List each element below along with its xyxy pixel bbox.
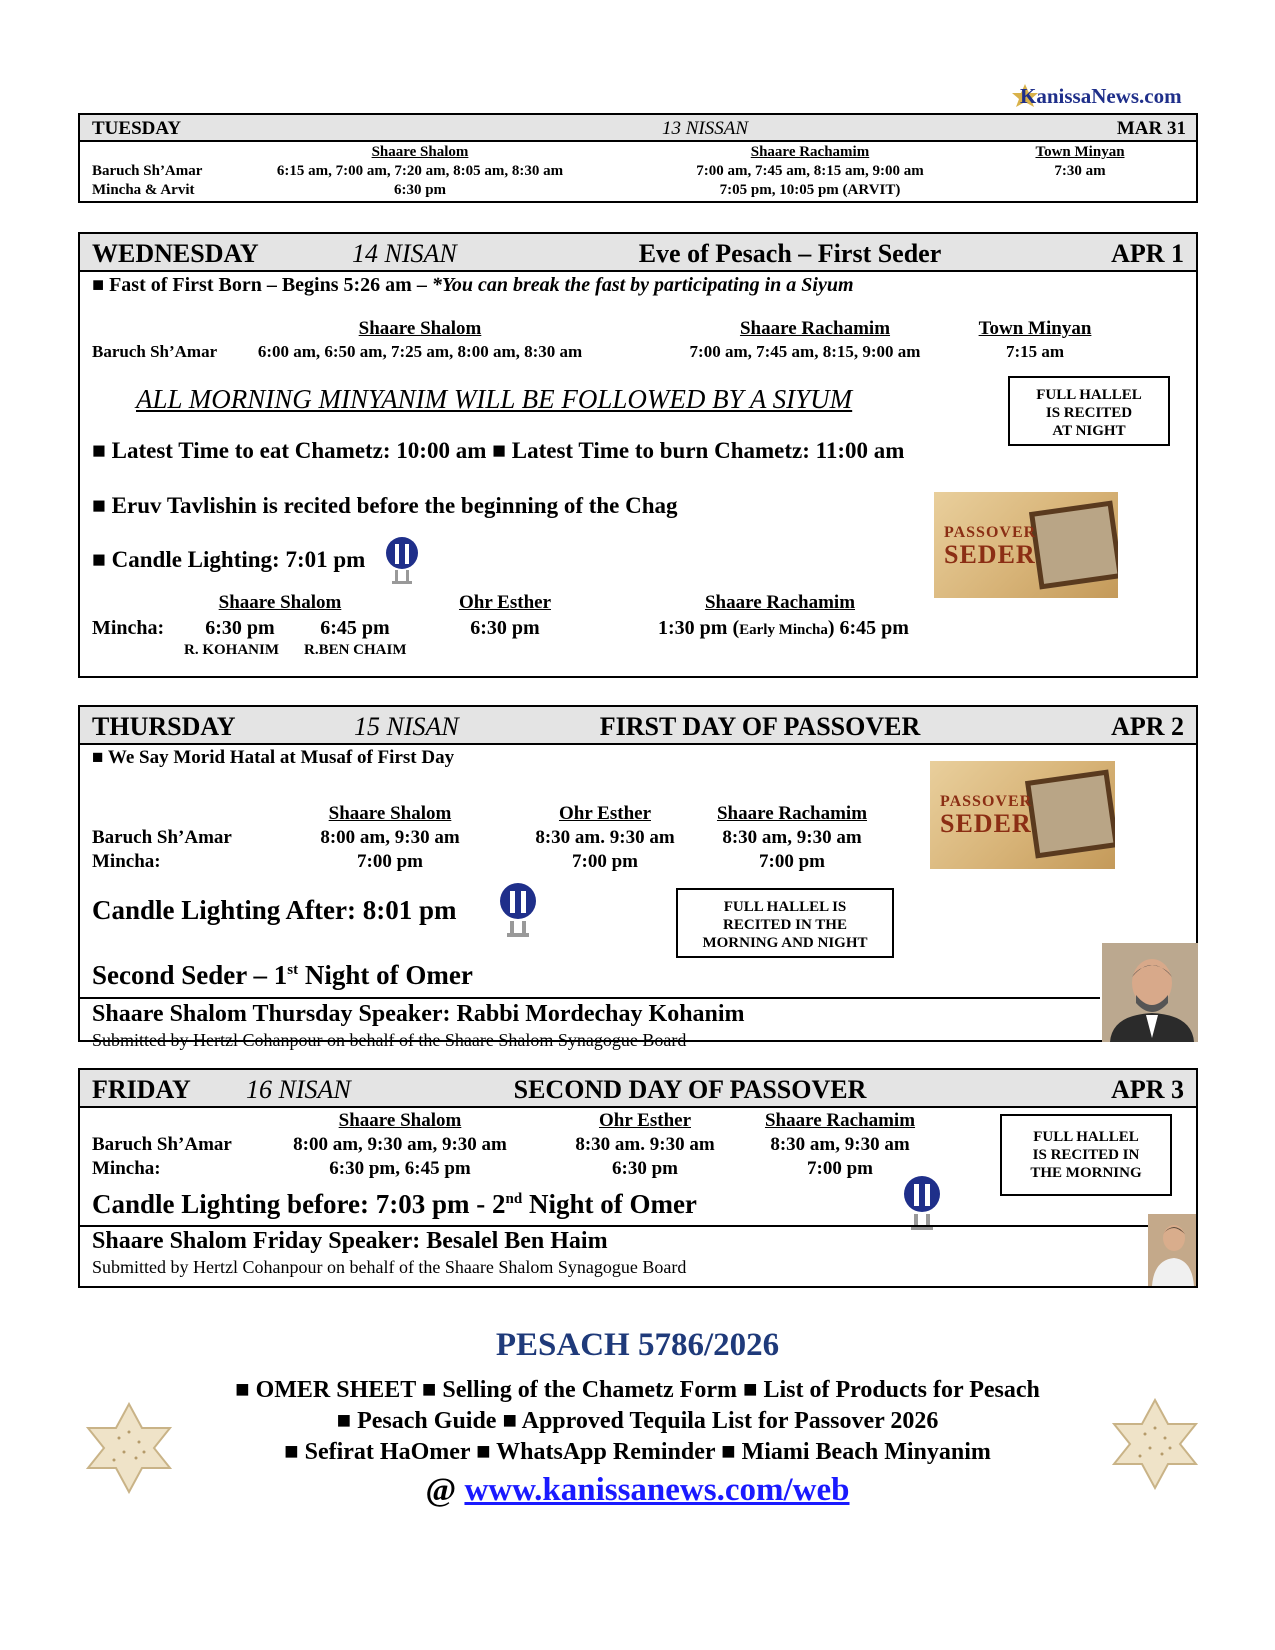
- time-value: 6:30 pm: [205, 617, 275, 639]
- wednesday-section: [78, 232, 1198, 678]
- col-shaare-shalom: Shaare Shalom: [371, 144, 469, 160]
- candle-lighting: Candle Lighting After: 8:01 pm: [92, 895, 457, 925]
- footer-links-line: ■ Sefirat HaOmer ■ WhatsApp Reminder ■ Miami Beach Minyanim: [284, 1439, 991, 1465]
- candle-lighting: [92, 1189, 697, 1220]
- hebrew-date: 15 NISAN: [354, 712, 459, 741]
- col-ohr-esther: Ohr Esther: [598, 1110, 691, 1131]
- footer-links-line: ■ OMER SHEET ■ Selling of the Chametz Form ■ List of Products for Pesach: [235, 1377, 1040, 1403]
- speaker-divider: [80, 997, 1100, 999]
- hallel-line: FULL HALLEL: [1033, 1129, 1139, 1145]
- civil-date: MAR 31: [1116, 118, 1186, 139]
- hallel-notice: [1008, 376, 1170, 446]
- candle-lighting: ■ Candle Lighting: 7:01 pm: [92, 547, 366, 572]
- row-label: Baruch Sh’Amar: [92, 1134, 232, 1155]
- col-shaare-rachamim: Shaare Rachamim: [764, 1110, 916, 1131]
- second-seder-note: [92, 960, 473, 991]
- time-value: 7:15 am: [1005, 342, 1065, 361]
- col-shaare-rachamim: Shaare Rachamim: [750, 144, 870, 160]
- submitted-by: Submitted by Hertzl Cohanpour on behalf of the Shaare Shalom Synagogue Board: [92, 1030, 687, 1050]
- eruv-note: ■ Eruv Tavlishin is recited before the beginning of the Chag: [92, 493, 678, 518]
- civil-date: APR 1: [1111, 239, 1184, 268]
- time-value: 7:00 am, 7:45 am, 8:15 am, 9:00 am: [696, 163, 924, 179]
- row-label: Mincha & Arvit: [92, 182, 195, 198]
- hebrew-date: 16 NISAN: [246, 1075, 351, 1104]
- time-value: 6:45 pm: [320, 617, 390, 639]
- footer-title: PESACH 5786/2026: [495, 1327, 780, 1363]
- col-shaare-rachamim: Shaare Rachamim: [716, 803, 868, 824]
- hallel-line: THE MORNING: [1030, 1165, 1142, 1181]
- col-shaare-shalom: Shaare Shalom: [328, 803, 452, 824]
- chametz-times: ■ Latest Time to eat Chametz: 10:00 am ■ Latest Time to burn Chametz: 11:00 am: [92, 438, 905, 463]
- seder-text: SEDER: [944, 540, 1036, 569]
- time-value: 7:00 pm: [572, 851, 638, 872]
- passover-seder-image: [934, 492, 1118, 598]
- candles-icon: [498, 883, 538, 939]
- hebrew-date: 13 NISSAN: [661, 118, 749, 139]
- time-value: 6:30 pm: [393, 182, 447, 198]
- passover-seder-image: [930, 761, 1115, 869]
- matzah-star-icon: [1110, 1398, 1200, 1490]
- day-name: FRIDAY: [92, 1075, 191, 1104]
- hallel-line: RECITED IN THE: [723, 917, 847, 933]
- hallel-line: FULL HALLEL: [1036, 387, 1142, 403]
- day-name: TUESDAY: [92, 118, 182, 139]
- logo-text: KanissaNews.com: [1020, 84, 1182, 108]
- speaker-title: Shaare Shalom Friday Speaker: Besalel Ben Haim: [92, 1228, 608, 1254]
- early-mincha-note: Early Mincha: [739, 622, 828, 638]
- day-name: WEDNESDAY: [92, 239, 259, 268]
- time-value: 7:00 pm: [807, 1158, 873, 1179]
- time-value: 8:30 am, 9:30 am: [770, 1134, 910, 1155]
- row-label: Mincha:: [92, 1158, 161, 1179]
- rabbi-label: R.BEN CHAIM: [304, 642, 407, 658]
- fast-note: *You can break the fast by participating in a Siyum: [431, 274, 854, 296]
- seder-text: PASSOVER: [944, 524, 1037, 541]
- site-logo[interactable]: [1010, 80, 1190, 110]
- holiday-title: Eve of Pesach – First Seder: [638, 239, 942, 268]
- time-value: 7:00 pm: [759, 851, 825, 872]
- seder-text: PASSOVER: [940, 793, 1033, 810]
- hallel-line: IS RECITED: [1045, 405, 1133, 421]
- col-town-minyan: Town Minyan: [978, 318, 1092, 339]
- seder-text: Night of Omer: [298, 960, 473, 990]
- candle-text: Night of Omer: [522, 1189, 697, 1219]
- row-label: Baruch Sh’Amar: [92, 163, 203, 179]
- shaare-rachamim-mincha: [658, 617, 909, 640]
- hallel-notice: [676, 888, 894, 958]
- time-value: 7:00 am, 7:45 am, 8:15, 9:00 am: [689, 342, 921, 361]
- fast-text: ■ Fast of First Born – Begins 5:26 am –: [92, 274, 432, 296]
- time-value: 8:30 am, 9:30 am: [722, 827, 862, 848]
- col-ohr-esther: Ohr Esther: [458, 592, 551, 613]
- col-shaare-rachamim: Shaare Rachamim: [704, 592, 856, 613]
- tuesday-section: [78, 113, 1198, 203]
- friday-section: [78, 1068, 1198, 1288]
- col-shaare-shalom: Shaare Shalom: [218, 592, 342, 613]
- time-value: 6:30 pm: [612, 1158, 678, 1179]
- speaker-photo: [1102, 943, 1198, 1042]
- candles-icon: [384, 536, 420, 586]
- time-value: 8:00 am, 9:30 am: [320, 827, 460, 848]
- hallel-line: AT NIGHT: [1052, 423, 1126, 439]
- picture-frame: [1029, 501, 1118, 590]
- time-value: 6:00 am, 6:50 am, 7:25 am, 8:00 am, 8:30 am: [257, 342, 583, 361]
- time-value: 6:30 pm: [470, 617, 540, 639]
- time-value: 8:00 am, 9:30 am, 9:30 am: [293, 1134, 507, 1155]
- seder-text: Second Seder – 1: [92, 960, 288, 990]
- seder-text: SEDER: [940, 809, 1032, 838]
- holiday-title: SECOND DAY OF PASSOVER: [513, 1075, 867, 1104]
- footer-link-line: [0, 1472, 1275, 1509]
- time-value: 1:30 pm (: [658, 617, 740, 639]
- time-value: 7:00 pm: [357, 851, 423, 872]
- time-value: ) 6:45 pm: [827, 617, 909, 639]
- col-town-minyan: Town Minyan: [1035, 144, 1125, 160]
- person-icon: [1148, 1214, 1196, 1286]
- speaker-photo: [1148, 1214, 1196, 1286]
- hebrew-date: 14 NISAN: [352, 239, 457, 268]
- hallel-notice: [1000, 1114, 1172, 1196]
- civil-date: APR 3: [1111, 1075, 1184, 1104]
- morid-hatal-note: ■ We Say Morid Hatal at Musaf of First Day: [92, 747, 455, 768]
- row-label: Baruch Sh’Amar: [92, 827, 232, 848]
- speaker-title: Shaare Shalom Thursday Speaker: Rabbi Mordechay Kohanim: [92, 1001, 745, 1027]
- thursday-header: [80, 707, 1196, 745]
- speaker-divider: [80, 1225, 1148, 1227]
- day-name: THURSDAY: [92, 712, 236, 741]
- col-shaare-shalom: Shaare Shalom: [338, 1110, 462, 1131]
- website-link[interactable]: www.kanissanews.com/web: [464, 1472, 850, 1508]
- tuesday-header: [80, 115, 1196, 142]
- submitted-by: Submitted by Hertzl Cohanpour on behalf of the Shaare Shalom Synagogue Board: [92, 1257, 687, 1277]
- time-value: 6:15 am, 7:00 am, 7:20 am, 8:05 am, 8:30 am: [276, 163, 564, 179]
- wednesday-header: [80, 234, 1196, 272]
- at-sign: @: [425, 1472, 465, 1508]
- row-label: Baruch Sh’Amar: [92, 342, 218, 361]
- civil-date: APR 2: [1111, 712, 1184, 741]
- time-value: 7:05 pm, 10:05 pm (ARVIT): [719, 182, 901, 198]
- time-value: 6:30 pm, 6:45 pm: [329, 1158, 471, 1179]
- hallel-line: FULL HALLEL IS: [723, 899, 847, 915]
- row-label: Mincha:: [92, 851, 161, 872]
- holiday-title: FIRST DAY OF PASSOVER: [599, 712, 921, 741]
- thursday-section: [78, 705, 1198, 1050]
- col-shaare-rachamim: Shaare Rachamim: [739, 318, 891, 339]
- time-value: 8:30 am. 9:30 am: [575, 1134, 715, 1155]
- friday-header: [80, 1070, 1196, 1108]
- siyum-notice: ALL MORNING MINYANIM WILL BE FOLLOWED BY A SIYUM: [136, 384, 853, 414]
- matzah-star-icon: [84, 1402, 174, 1494]
- time-value: 7:30 am: [1054, 163, 1106, 179]
- ordinal-suffix: st: [287, 962, 299, 978]
- ordinal-suffix: nd: [505, 1191, 523, 1207]
- candles-icon: [902, 1176, 942, 1232]
- mincha-label: Mincha:: [92, 617, 165, 639]
- fast-line: [92, 274, 854, 297]
- col-shaare-shalom: Shaare Shalom: [358, 318, 482, 339]
- hallel-line: MORNING AND NIGHT: [702, 935, 868, 951]
- rabbi-label: R. KOHANIM: [184, 642, 279, 658]
- person-icon: [1102, 943, 1198, 1042]
- col-ohr-esther: Ohr Esther: [558, 803, 651, 824]
- footer-links-line: ■ Pesach Guide ■ Approved Tequila List for Passover 2026: [336, 1408, 939, 1434]
- time-value: 8:30 am. 9:30 am: [535, 827, 675, 848]
- picture-frame: [1025, 770, 1115, 859]
- hallel-line: IS RECITED IN: [1032, 1147, 1140, 1163]
- candle-text: Candle Lighting before: 7:03 pm - 2: [92, 1189, 506, 1219]
